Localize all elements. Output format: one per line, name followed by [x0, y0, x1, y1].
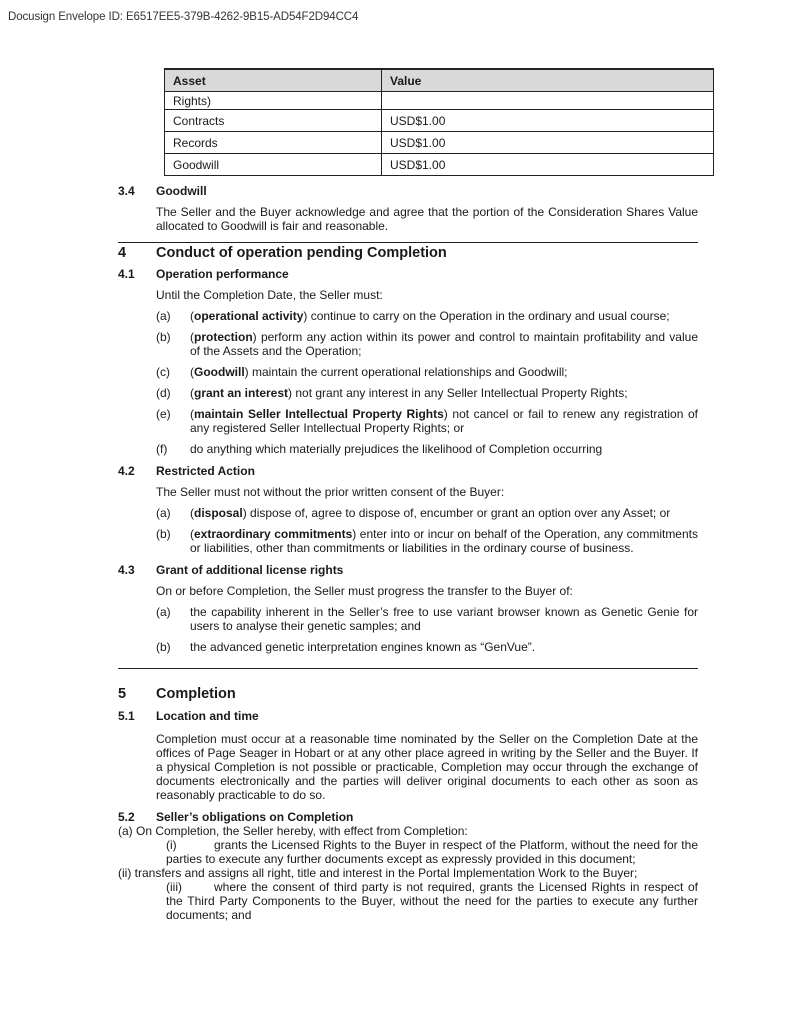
- section-4-heading: [118, 246, 698, 260]
- section-number: 4.3: [118, 563, 135, 577]
- table-header-value: Value: [382, 69, 714, 92]
- section-4-3-intro: On or before Completion, the Seller must progress the transfer to the Buyer of:: [156, 584, 573, 598]
- item-label: (i): [166, 838, 177, 852]
- list-item: [156, 407, 698, 435]
- table-cell: USD$1.00: [382, 132, 714, 154]
- item-label: (f): [156, 442, 168, 456]
- item-text: (protection) perform any action within its power and control to maintain profitability and value of the Assets and the Operation;: [190, 330, 698, 358]
- section-title: Conduct of operation pending Completion: [156, 245, 447, 261]
- section-5-2-heading: [118, 810, 698, 824]
- document-page: [118, 68, 698, 922]
- table-header-row: [165, 69, 714, 92]
- envelope-id: Docusign Envelope ID: E6517EE5-379B-4262-9B15-AD54F2D94CC4: [8, 11, 359, 23]
- table-cell: Records: [165, 132, 382, 154]
- item-text: grants the Licensed Rights to the Buyer in respect of the Platform, without the need for the parties to execute any further documents except as expressly provided in this document;: [166, 838, 698, 866]
- list-item: [156, 330, 698, 358]
- item-text: (maintain Seller Intellectual Property Rights) not cancel or fail to renew any registration of any registered Seller Intellectual Property Rights; or: [190, 407, 698, 435]
- item-text: (grant an interest) not grant any interest in any Seller Intellectual Property Rights;: [190, 386, 628, 400]
- section-number: 4.2: [118, 464, 135, 478]
- table-row: [165, 110, 714, 132]
- section-5-2-line-a: (a) On Completion, the Seller hereby, with effect from Completion:: [118, 824, 468, 838]
- table-row: [165, 92, 714, 110]
- item-text: the advanced genetic interpretation engines known as “GenVue”.: [190, 640, 536, 654]
- section-number: 4: [118, 245, 127, 261]
- table-cell: Rights): [165, 92, 382, 110]
- item-label: (d): [156, 386, 171, 400]
- section-4-1-heading: [118, 267, 698, 281]
- item-text: the capability inherent in the Seller’s free to use variant browser known as Genetic Genie for users to analyse their genetic samples; and: [190, 605, 698, 633]
- section-number: 4.1: [118, 267, 135, 281]
- section-number: 5.2: [118, 810, 135, 824]
- section-number: 5.1: [118, 709, 135, 723]
- table-cell: Goodwill: [165, 154, 382, 176]
- section-title: Restricted Action: [156, 464, 255, 478]
- section-title: Seller’s obligations on Completion: [156, 810, 354, 824]
- section-title: Completion: [156, 686, 236, 702]
- section-5-2-item-iii: [166, 880, 698, 922]
- section-4-2-intro: The Seller must not without the prior written consent of the Buyer:: [156, 485, 505, 499]
- table-row: [165, 132, 714, 154]
- table-cell: USD$1.00: [382, 154, 714, 176]
- section-title: Grant of additional license rights: [156, 563, 344, 577]
- item-label: (e): [156, 407, 171, 421]
- list-item: [156, 640, 698, 654]
- section-5-1-text: Completion must occur at a reasonable time nominated by the Seller on the Completion Date at the offices of Page Seager in Hobart or at any other place agreed in writing by the Seller and the Buyer. If a physical Completion is not possible or practicable, Completion may occur through the exchange of documents electronically and the parties will deliver original documents to each other as soon as reasonably practicable to do so.: [156, 732, 698, 802]
- section-divider: [118, 242, 698, 243]
- table-header-asset: Asset: [165, 69, 382, 92]
- section-5-2-item-i: [166, 838, 698, 866]
- asset-value-table: [164, 68, 714, 176]
- section-5-2-item-ii: (ii) transfers and assigns all right, title and interest in the Portal Implementation Work to the Buyer;: [118, 866, 638, 880]
- section-number: 5: [118, 686, 127, 702]
- section-divider: [118, 668, 698, 669]
- list-item: [156, 506, 698, 520]
- list-item: [156, 309, 698, 323]
- table-cell: USD$1.00: [382, 110, 714, 132]
- item-text: do anything which materially prejudices the likelihood of Completion occurring: [190, 442, 603, 456]
- section-title: Operation performance: [156, 267, 289, 281]
- section-number: 3.4: [118, 184, 135, 198]
- list-item: [156, 605, 698, 633]
- item-label: (iii): [166, 880, 182, 894]
- item-label: (b): [156, 527, 171, 541]
- section-3-4-text: The Seller and the Buyer acknowledge and agree that the portion of the Consideration Shares Value allocated to Goodwill is fair and reasonable.: [156, 205, 698, 233]
- section-5-heading: [118, 687, 698, 701]
- item-text: (extraordinary commitments) enter into or incur on behalf of the Operation, any commitments or liabilities, other than commitments or liabilities in the ordinary course of business.: [190, 527, 698, 555]
- table-cell: Contracts: [165, 110, 382, 132]
- section-title: Goodwill: [156, 184, 207, 198]
- section-5-1-heading: [118, 709, 698, 723]
- item-label: (a): [156, 605, 171, 619]
- section-4-1-intro: Until the Completion Date, the Seller must:: [156, 288, 383, 302]
- list-item: [156, 386, 698, 400]
- item-label: (a): [156, 309, 171, 323]
- list-item: [156, 442, 698, 456]
- list-item: [156, 365, 698, 379]
- section-4-3-heading: [118, 563, 698, 577]
- table-row: [165, 154, 714, 176]
- item-text: (operational activity) continue to carry on the Operation in the ordinary and usual course;: [190, 309, 670, 323]
- list-item: [156, 527, 698, 555]
- section-title: Location and time: [156, 709, 259, 723]
- table-cell: [382, 92, 714, 110]
- item-text: (disposal) dispose of, agree to dispose of, encumber or grant an option over any Asset; or: [190, 506, 671, 520]
- item-label: (c): [156, 365, 170, 379]
- section-4-2-heading: [118, 464, 698, 478]
- section-3-4-heading: [118, 184, 698, 198]
- item-label: (b): [156, 330, 171, 344]
- item-text: (Goodwill) maintain the current operational relationships and Goodwill;: [190, 365, 568, 379]
- item-label: (b): [156, 640, 171, 654]
- item-text: where the consent of third party is not required, grants the Licensed Rights in respect of the Third Party Components to the Buyer, without the need for the parties to execute any further documents; and: [166, 880, 698, 922]
- item-label: (a): [156, 506, 171, 520]
